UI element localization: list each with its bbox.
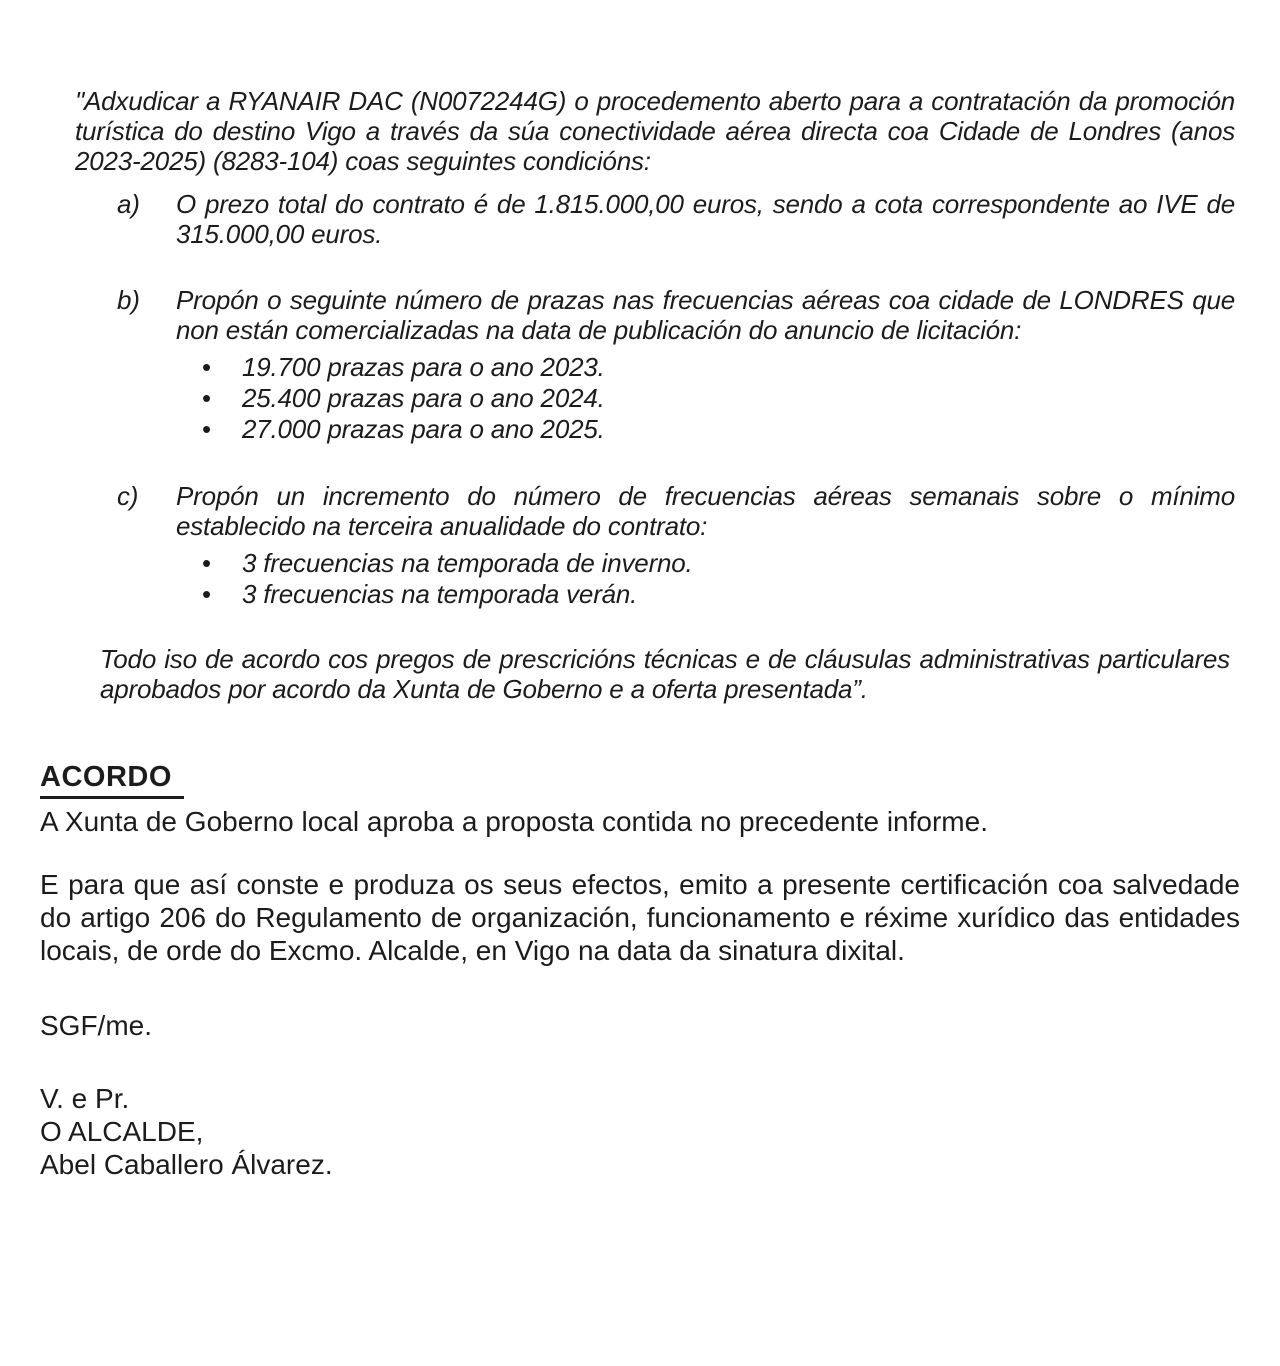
- list-item-a-text: O prezo total do contrato é de 1.815.000,00 euros, sendo a cota correspondente ao IVE de 315.000,00 euros.: [176, 189, 1235, 249]
- list-item-a-body: [176, 189, 1235, 249]
- list-item-a: [75, 189, 1235, 249]
- list-item-c-marker: c): [117, 481, 139, 511]
- acordo-section: [40, 760, 1240, 1181]
- bullet-item: • 3 frecuencias na temporada de inverno.: [176, 548, 1235, 579]
- document-page: [0, 86, 1280, 1366]
- acordo-body-paragraph: A Xunta de Goberno local aproba a proposta contida no precedente informe.: [40, 806, 988, 837]
- signature-line-name: Abel Caballero Álvarez.: [40, 1149, 333, 1180]
- signature-line-title: O ALCALDE,: [40, 1116, 204, 1147]
- certification-paragraph: E para que así conste e produza os seus efectos, emito a presente certificación coa salvedade do artigo 206 do Regulamento de organización, funcionamento e réxime xurídico das entidades locais, de orde do Excmo. Alcalde, en Vigo na data da sinatura dixital.: [40, 869, 1240, 966]
- list-item-b-text: Propón o seguinte número de prazas nas frecuencias aéreas coa cidade de LONDRES que non están comercializadas na data de publicación do anuncio de licitación:: [176, 285, 1235, 345]
- list-item-c-body: [176, 481, 1235, 610]
- quote-closing-paragraph: Todo iso de acordo cos pregos de prescricións técnicas e de cláusulas administrativas particulares aprobados por acordo da Xunta de Goberno e a oferta presentada”.: [100, 644, 1230, 704]
- reference-line: SGF/me.: [40, 1010, 153, 1041]
- signature-line-visto: V. e Pr.: [40, 1083, 130, 1114]
- list-item-c: [75, 481, 1235, 610]
- list-item-b-body: [176, 285, 1235, 445]
- frecuencias-bullet-list: [176, 548, 1235, 610]
- list-item-c-text: Propón un incremento do número de frecuencias aéreas semanais sobre o mínimo establecido na terceira anualidade do contrato:: [176, 481, 1235, 541]
- bullet-item: • 25.400 prazas para o ano 2024.: [176, 383, 1235, 414]
- acordo-heading: ACORDO: [40, 761, 184, 799]
- quoted-resolution-block: [75, 86, 1235, 704]
- list-item-b-marker: b): [117, 285, 140, 315]
- quote-intro-paragraph: "Adxudicar a RYANAIR DAC (N0072244G) o procedemento aberto para a contratación da promoción turística do destino Vigo a través da súa conectividade aérea directa coa Cidade de Londres (anos 2023-2025) (8283-104) coas seguintes condicións:: [75, 86, 1235, 176]
- bullet-item: • 19.700 prazas para o ano 2023.: [176, 352, 1235, 383]
- prazas-bullet-list: [176, 352, 1235, 445]
- bullet-item: • 27.000 prazas para o ano 2025.: [176, 414, 1235, 445]
- list-item-b: [75, 285, 1235, 445]
- list-item-a-marker: a): [117, 189, 140, 219]
- bullet-item: • 3 frecuencias na temporada verán.: [176, 579, 1235, 610]
- signature-block: [40, 1082, 1240, 1181]
